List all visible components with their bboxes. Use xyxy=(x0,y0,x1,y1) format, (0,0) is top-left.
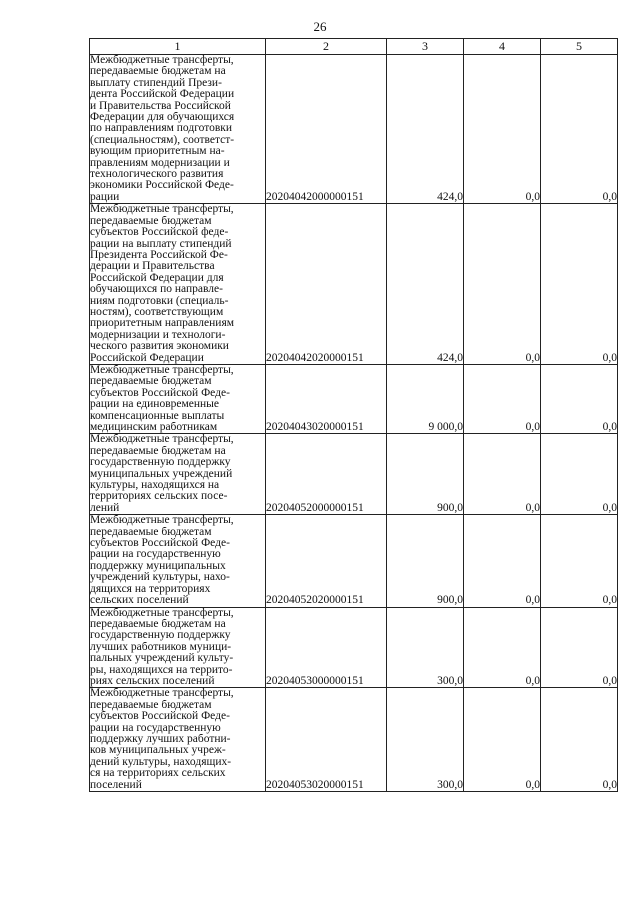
amount-col-5: 0,0 xyxy=(541,607,618,688)
description-line: культуры, находящихся на xyxy=(90,480,220,492)
column-number-1: 1 xyxy=(90,39,266,55)
description-line: Российской Федерации для xyxy=(90,272,224,284)
description-line: рации на единовременные xyxy=(90,399,219,411)
table-row xyxy=(90,607,618,688)
description-line: ниям подготовки (специаль- xyxy=(90,295,229,307)
description-line: Межбюджетные трансферты, xyxy=(90,364,234,376)
description-line: дений культуры, находящих- xyxy=(90,756,232,768)
description-line: передаваемые бюджетам xyxy=(90,215,212,227)
description-line: ков муниципальных учреж- xyxy=(90,745,226,757)
table-row xyxy=(90,434,618,515)
description-line: модернизации и технологи- xyxy=(90,329,226,341)
amount-col-4: 0,0 xyxy=(464,688,541,792)
amount-col-4: 0,0 xyxy=(464,607,541,688)
description-line: учреждений культуры, нахо- xyxy=(90,572,230,584)
description-line: субъектов Российской Феде- xyxy=(90,387,230,399)
description-line: лений xyxy=(90,502,120,514)
description-line: субъектов Российской феде- xyxy=(90,227,229,239)
table-row xyxy=(90,688,618,792)
amount-col-4: 0,0 xyxy=(464,434,541,515)
description-line: передаваемые бюджетам на xyxy=(90,445,226,457)
description-line: пальных учреждений культу- xyxy=(90,653,234,665)
description-line: субъектов Российской Феде- xyxy=(90,711,230,723)
description-line: экономики Российской Феде- xyxy=(90,180,234,192)
description-line: рации на государственную xyxy=(90,722,221,734)
amount-col-5: 0,0 xyxy=(541,204,618,365)
description-line: передаваемые бюджетам на xyxy=(90,66,226,78)
amount-col-3: 900,0 xyxy=(387,515,464,607)
description-line: дящихся на территориях xyxy=(90,583,211,595)
description-line: дента Российской Федерации xyxy=(90,89,235,101)
description-line: лучших работников муници- xyxy=(90,641,232,653)
budget-code: 20204052020000151 xyxy=(266,515,387,607)
description-line: поселений xyxy=(90,779,142,791)
amount-col-4: 0,0 xyxy=(464,204,541,365)
description-line: правлениям модернизации и xyxy=(90,157,230,169)
description-line: Межбюджетные трансферты, xyxy=(90,607,234,619)
description-line: субъектов Российской Феде- xyxy=(90,538,230,550)
row-description xyxy=(90,364,266,433)
amount-col-3: 9 000,0 xyxy=(387,364,464,433)
amount-col-5: 0,0 xyxy=(541,364,618,433)
description-line: (специальностям), соответст- xyxy=(90,134,235,146)
description-line: ры, находящихся на террито- xyxy=(90,664,233,676)
description-line: по направлениям подготовки xyxy=(90,123,233,135)
description-line: ческого развития экономики xyxy=(90,341,229,353)
description-line: территориях сельских посе- xyxy=(90,491,228,503)
description-line: государственную поддержку xyxy=(90,630,231,642)
row-description xyxy=(90,515,266,607)
amount-col-4: 0,0 xyxy=(464,55,541,204)
budget-code: 20204053020000151 xyxy=(266,688,387,792)
description-line: дерации и Правительства xyxy=(90,261,215,273)
row-description xyxy=(90,55,266,204)
description-line: Федерации для обучающихся xyxy=(90,112,235,124)
budget-code: 20204043020000151 xyxy=(266,364,387,433)
table-row xyxy=(90,55,618,204)
column-number-2: 2 xyxy=(266,39,387,55)
description-line: ностям), соответствующим xyxy=(90,306,224,318)
description-line: Межбюджетные трансферты, xyxy=(90,204,234,216)
column-number-3: 3 xyxy=(387,39,464,55)
description-line: передаваемые бюджетам xyxy=(90,699,212,711)
description-line: передаваемые бюджетам на xyxy=(90,618,226,630)
description-line: медицинским работникам xyxy=(90,422,218,433)
budget-table xyxy=(89,38,618,792)
description-line: выплату стипендий Прези- xyxy=(90,77,222,89)
row-description xyxy=(90,607,266,688)
description-line: Межбюджетные трансферты, xyxy=(90,688,234,700)
amount-col-5: 0,0 xyxy=(541,515,618,607)
description-line: поддержку лучших работни- xyxy=(90,733,231,745)
amount-col-5: 0,0 xyxy=(541,55,618,204)
description-line: поддержку муниципальных xyxy=(90,560,226,572)
description-line: Межбюджетные трансферты, xyxy=(90,434,234,446)
description-line: и Правительства Российской xyxy=(90,100,231,112)
description-line: риях сельских поселений xyxy=(90,675,215,687)
description-line: компенсационные выплаты xyxy=(90,410,225,422)
amount-col-5: 0,0 xyxy=(541,434,618,515)
amount-col-3: 300,0 xyxy=(387,607,464,688)
description-line: Российской Федерации xyxy=(90,352,204,364)
amount-col-3: 424,0 xyxy=(387,204,464,365)
row-description xyxy=(90,688,266,792)
budget-code: 20204053000000151 xyxy=(266,607,387,688)
description-line: передаваемые бюджетам xyxy=(90,376,212,388)
amount-col-4: 0,0 xyxy=(464,515,541,607)
description-line: муниципальных учреждений xyxy=(90,468,233,480)
budget-code: 20204042020000151 xyxy=(266,204,387,365)
budget-code: 20204042000000151 xyxy=(266,55,387,204)
description-line: технологического развития xyxy=(90,169,224,181)
description-line: Межбюджетные трансферты, xyxy=(90,515,234,527)
description-line: Президента Российской Фе- xyxy=(90,249,228,261)
budget-code: 20204052000000151 xyxy=(266,434,387,515)
description-line: обучающихся по направле- xyxy=(90,284,223,296)
amount-col-3: 900,0 xyxy=(387,434,464,515)
amount-col-5: 0,0 xyxy=(541,688,618,792)
column-number-4: 4 xyxy=(464,39,541,55)
page-number: 26 xyxy=(313,19,327,34)
table-row xyxy=(90,515,618,607)
amount-col-3: 424,0 xyxy=(387,55,464,204)
table-row xyxy=(90,204,618,365)
description-line: рации на выплату стипендий xyxy=(90,238,232,250)
description-line: государственную поддержку xyxy=(90,457,231,469)
description-line: приоритетным направлениям xyxy=(90,318,235,330)
row-description xyxy=(90,434,266,515)
column-number-row xyxy=(90,39,618,55)
description-line: сельских поселений xyxy=(90,595,189,607)
description-line: рации на государственную xyxy=(90,549,221,561)
amount-col-4: 0,0 xyxy=(464,364,541,433)
description-line: ся на территориях сельских xyxy=(90,768,226,780)
row-description xyxy=(90,204,266,365)
description-line: рации xyxy=(90,191,120,203)
column-number-5: 5 xyxy=(541,39,618,55)
table-row xyxy=(90,364,618,433)
description-line: передаваемые бюджетам xyxy=(90,526,212,538)
amount-col-3: 300,0 xyxy=(387,688,464,792)
description-line: вующим приоритетным на- xyxy=(90,146,225,158)
description-line: Межбюджетные трансферты, xyxy=(90,55,234,66)
table-body xyxy=(90,55,618,792)
